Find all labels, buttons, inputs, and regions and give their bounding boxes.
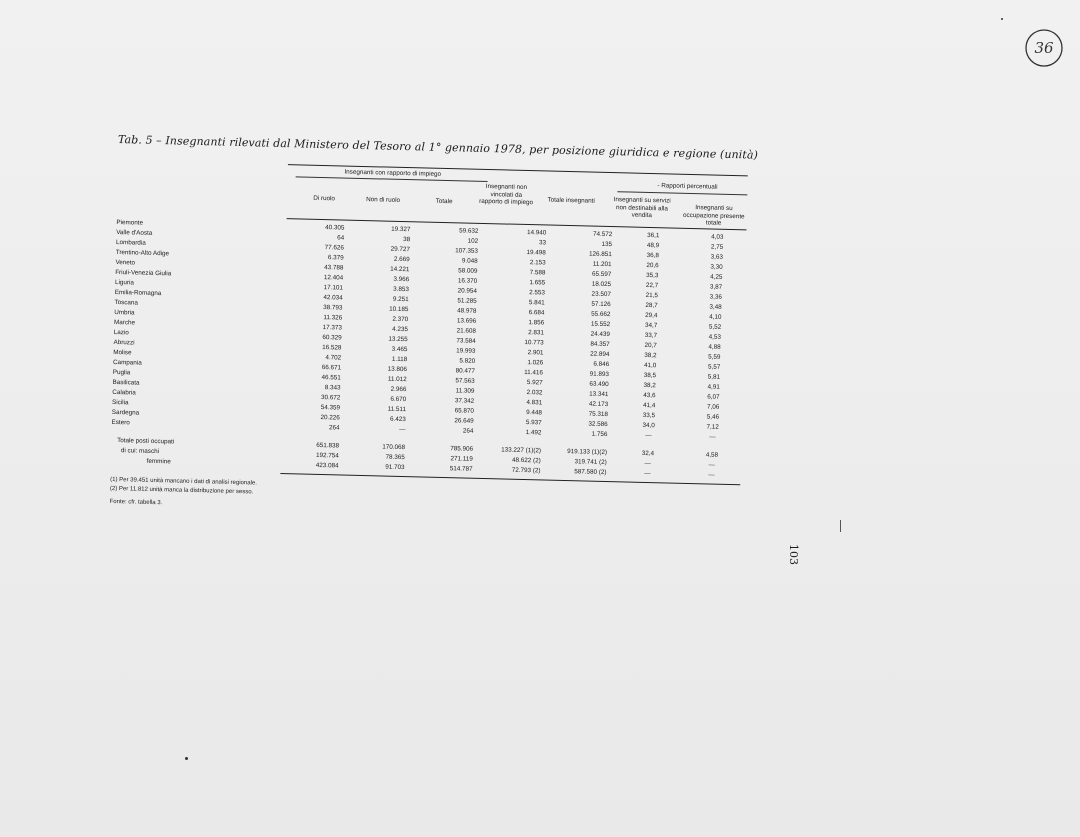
cell-totale-insegnanti: 18.025 [591, 280, 612, 289]
note-1: (1) Per 39.451 unità mancano i dati di analisi regionale. [110, 476, 257, 487]
cell-non-di-ruolo: 3.966 [393, 275, 410, 284]
row-label: femmine [146, 458, 171, 466]
group-label-impiego: Insegnanti con rapporto di impiego [344, 168, 442, 178]
statistical-table [110, 160, 748, 522]
cell-non-vincolati: 48.622 (2) [511, 456, 541, 465]
cell-di-ruolo: 423.084 [315, 462, 339, 470]
cell-servizi: 29,4 [645, 312, 658, 320]
row-label: Liguria [114, 279, 134, 287]
cell-servizi: 21,5 [645, 292, 659, 300]
cell-non-di-ruolo: — [399, 426, 406, 434]
cell-servizi: 38,2 [644, 352, 657, 360]
row-label: Marche [113, 319, 136, 327]
cell-totale-insegnanti: 74.572 [592, 230, 613, 239]
cell-totale: 11.309 [455, 387, 475, 395]
row-label: Lombardia [115, 239, 146, 247]
cell-totale: 9.048 [461, 257, 478, 266]
cell-non-vincolati: 5.937 [525, 419, 542, 427]
cell-di-ruolo: 651.838 [316, 442, 340, 450]
cell-non-di-ruolo: 13.806 [387, 365, 408, 374]
cell-totale: 37.342 [454, 397, 475, 405]
cell-di-ruolo: 264 [328, 424, 340, 432]
speck [185, 757, 188, 760]
cell-totale-insegnanti: 319.741 (2) [574, 458, 607, 467]
cell-totale: 73.584 [456, 337, 476, 346]
cell-non-di-ruolo: 13.255 [388, 335, 408, 344]
row-label: Trentino-Alto Adige [115, 249, 170, 258]
cell-occupazione: 3,30 [710, 263, 723, 272]
cell-totale: 58.009 [458, 267, 478, 276]
cell-di-ruolo: 4.702 [325, 354, 342, 362]
cell-non-vincolati: 72.793 (2) [511, 466, 541, 475]
cell-totale-insegnanti: 63.490 [589, 380, 609, 389]
cell-non-di-ruolo: 2.370 [392, 315, 409, 324]
cell-totale-insegnanti: 1.756 [591, 430, 608, 439]
cell-di-ruolo: 11.326 [323, 314, 343, 322]
cell-totale-insegnanti: 23.507 [591, 290, 611, 299]
corner-mark-text: 36 [1034, 39, 1054, 57]
cell-servizi: 38,5 [643, 372, 657, 380]
cell-totale-insegnanti: 919.133 (1)(2) [567, 448, 608, 457]
cell-occupazione: 3,87 [709, 283, 723, 292]
cell-non-di-ruolo: 3.465 [391, 345, 408, 354]
cell-servizi: 20,6 [646, 262, 659, 270]
cell-totale-insegnanti: 6.846 [593, 360, 610, 369]
handwritten-page-mark [1022, 26, 1066, 70]
cell-totale: 57.563 [455, 377, 475, 385]
cell-non-di-ruolo: 11.511 [387, 405, 407, 414]
group-label-rapporti: - Rapporti percentuali [657, 182, 718, 191]
cell-occupazione: 5,81 [707, 373, 721, 381]
cell-non-vincolati: 5.927 [526, 379, 543, 387]
cell-servizi: 33,7 [644, 332, 658, 340]
col-header-totale-insegnanti: Totale insegnanti [547, 196, 595, 205]
cell-totale: 514.787 [449, 465, 473, 473]
cell-non-vincolati: 11.416 [524, 369, 544, 377]
cell-di-ruolo: 42.034 [323, 294, 343, 302]
row-label: Friuli-Venezia Giulia [115, 269, 172, 278]
cell-non-di-ruolo: 38 [403, 236, 411, 244]
row-label: Valle d'Aosta [116, 229, 153, 238]
cell-totale: 102 [467, 237, 479, 246]
cell-non-vincolati: 2.153 [529, 259, 546, 267]
cell-servizi: 20,7 [644, 342, 657, 350]
speck [1001, 18, 1003, 20]
cell-non-di-ruolo: 6.423 [389, 415, 406, 424]
cell-occupazione: — [708, 461, 715, 469]
row-label: Molise [113, 349, 132, 357]
cell-totale: 16.370 [457, 277, 478, 286]
cell-totale-insegnanti: 84.357 [590, 340, 610, 349]
cell-totale-insegnanti: 587.580 (2) [574, 468, 607, 477]
cell-servizi: 22,7 [645, 282, 659, 290]
cell-non-vincolati: 33 [538, 239, 547, 247]
cell-di-ruolo: 12.404 [323, 274, 344, 282]
row-label: Toscana [114, 299, 139, 307]
cell-occupazione: 4,03 [711, 233, 724, 242]
cell-non-vincolati: 2.901 [527, 349, 544, 357]
cell-di-ruolo: 77.626 [324, 244, 344, 252]
cell-servizi: 38,2 [643, 382, 656, 390]
cell-non-di-ruolo: 91.703 [385, 463, 405, 472]
cell-non-vincolati: 7.588 [529, 269, 546, 277]
cell-totale-insegnanti: 22.894 [590, 350, 610, 359]
cell-totale: 80.477 [455, 367, 476, 376]
note-source: Fonte: cfr. tabella 3. [109, 498, 163, 506]
cell-totale: 264 [462, 427, 474, 435]
cell-totale: 13.696 [456, 317, 477, 326]
cell-di-ruolo: 43.788 [324, 264, 344, 272]
cell-totale: 20.954 [457, 287, 477, 296]
data-table [111, 218, 747, 481]
cell-occupazione: 7,12 [706, 423, 719, 431]
row-label: di cui: maschi [120, 447, 160, 456]
cell-occupazione: 3,48 [709, 303, 722, 312]
row-label: Umbria [114, 309, 135, 317]
cell-totale-insegnanti: 13.341 [589, 390, 609, 399]
cell-non-di-ruolo: 2.669 [393, 255, 410, 264]
cell-totale: 51.285 [457, 297, 477, 306]
cell-servizi: 48,9 [646, 242, 660, 250]
cell-occupazione: 4,58 [705, 451, 719, 459]
cell-occupazione: 4,53 [708, 333, 722, 342]
cell-non-vincolati: 14.940 [526, 229, 547, 237]
cell-totale: 48.978 [457, 307, 477, 316]
cell-di-ruolo: 66.671 [321, 364, 342, 372]
page-number: 103 [787, 544, 800, 565]
cell-non-vincolati: 1.856 [528, 319, 545, 327]
col-header-occupazione: Insegnanti su occupazione presente totale [682, 204, 745, 227]
cell-non-di-ruolo: 19.327 [391, 225, 411, 234]
cell-non-di-ruolo: 170.068 [382, 443, 406, 452]
table-title: Tab. 5 – Insegnanti rilevati dal Ministero del Tesoro al 1° gennaio 1978, per posizione giuridica e regione (unità) [117, 133, 759, 162]
cell-totale-insegnanti: 24.439 [590, 330, 610, 339]
cell-totale: 26.649 [454, 417, 474, 425]
cell-servizi: 33,5 [642, 412, 656, 420]
cell-non-di-ruolo: 11.012 [387, 375, 407, 384]
cell-totale: 271.119 [450, 455, 473, 463]
cell-di-ruolo: 20.226 [320, 414, 340, 422]
cell-non-di-ruolo: 9.251 [392, 295, 409, 304]
cell-totale: 19.993 [456, 347, 476, 356]
cell-totale-insegnanti: 55.662 [591, 310, 611, 319]
cell-servizi: 35,3 [646, 272, 659, 280]
cell-totale-insegnanti: 65.597 [591, 270, 612, 279]
cell-totale-insegnanti: 15.552 [590, 320, 611, 329]
margin-tick [840, 520, 841, 532]
cell-occupazione: 4,25 [710, 273, 723, 282]
row-label: Campania [112, 359, 142, 367]
cell-non-vincolati: 6.684 [528, 309, 545, 317]
cell-totale: 21.608 [456, 327, 477, 336]
cell-non-di-ruolo: 6.670 [390, 395, 407, 404]
cell-occupazione: 5,52 [708, 323, 722, 332]
cell-totale: 785.906 [450, 445, 474, 453]
cell-non-vincolati: 1.655 [529, 279, 546, 287]
cell-occupazione: 7,06 [706, 403, 720, 411]
col-header-di-ruolo: Di ruolo [313, 194, 336, 203]
row-label: Emilia-Romagna [114, 289, 162, 298]
cell-occupazione: 3,63 [710, 253, 724, 262]
cell-non-di-ruolo: 4.235 [392, 325, 409, 334]
cell-totale-insegnanti: 57.126 [591, 300, 611, 309]
row-label: Puglia [112, 369, 131, 377]
cell-di-ruolo: 16.528 [322, 344, 342, 352]
cell-servizi: 43,6 [643, 392, 656, 400]
cell-non-di-ruolo: 1.118 [391, 355, 408, 364]
cell-servizi: 28,7 [645, 302, 658, 310]
cell-di-ruolo: 192.754 [315, 452, 339, 460]
row-label: Calabria [112, 389, 136, 397]
cell-servizi: 41,4 [642, 402, 656, 410]
cell-occupazione: 3,36 [709, 293, 723, 302]
cell-totale-insegnanti: 126.851 [588, 250, 612, 259]
cell-di-ruolo: 17.373 [322, 324, 343, 332]
cell-occupazione: 5,59 [708, 353, 721, 361]
cell-non-vincolati: 10.773 [524, 339, 544, 347]
cell-occupazione: 4,88 [708, 343, 721, 351]
cell-non-vincolati: 5.841 [528, 299, 545, 307]
col-header-servizi: Insegnanti su servizi non destinabili alla vendita [613, 196, 671, 220]
cell-servizi: 32,4 [641, 450, 655, 458]
cell-di-ruolo: 64 [337, 234, 345, 242]
cell-di-ruolo: 46.551 [321, 374, 341, 382]
row-label: Piemonte [116, 219, 144, 227]
cell-non-di-ruolo: 78.365 [385, 453, 405, 462]
cell-non-di-ruolo: 14.221 [390, 265, 410, 274]
cell-non-vincolati: 1.492 [525, 429, 542, 437]
cell-non-vincolati: 133.227 (1)(2) [501, 446, 542, 455]
col-header-non-vincolati: Insegnanti non vincolati da rapporto di impiego [479, 182, 534, 207]
cell-non-di-ruolo: 3.853 [393, 285, 409, 294]
row-label: Basilicata [112, 379, 140, 387]
cell-totale-insegnanti: 135 [601, 241, 613, 249]
col-header-totale: Totale [435, 197, 453, 206]
cell-servizi: 34,7 [644, 322, 658, 330]
cell-occupazione: 4,91 [707, 383, 720, 391]
note-2: (2) Per 11.812 unità manca la distribuzione per sesso. [109, 486, 254, 496]
cell-servizi: 36,8 [646, 252, 660, 260]
cell-occupazione: 6,07 [707, 393, 720, 401]
cell-servizi: — [644, 460, 651, 468]
cell-non-di-ruolo: 2.966 [390, 385, 407, 394]
cell-totale: 59.632 [459, 227, 479, 236]
cell-totale: 5.820 [459, 357, 476, 366]
group-rule-rapporti [617, 191, 747, 195]
cell-totale-insegnanti: 32.586 [588, 420, 608, 429]
row-label: Totale posti occupati [117, 437, 175, 446]
cell-servizi: 36,1 [647, 232, 660, 240]
row-label: Estero [111, 419, 130, 427]
cell-occupazione: — [709, 433, 716, 441]
cell-di-ruolo: 6.379 [327, 254, 344, 262]
cell-occupazione: 5,57 [707, 363, 721, 371]
cell-non-vincolati: 2.032 [526, 389, 543, 397]
cell-occupazione: 2,75 [710, 243, 724, 252]
col-header-non-di-ruolo: Non di ruolo [366, 196, 401, 204]
cell-non-vincolati: 2.553 [529, 289, 545, 297]
cell-servizi: 41,0 [643, 362, 657, 370]
cell-totale-insegnanti: 75.318 [588, 410, 609, 419]
row-label: Abruzzi [113, 339, 135, 347]
cell-non-vincolati: 4.831 [526, 399, 543, 407]
cell-di-ruolo: 38.793 [323, 304, 343, 312]
row-label: Lazio [113, 329, 129, 337]
cell-di-ruolo: 8.343 [324, 384, 341, 392]
cell-servizi: — [645, 432, 652, 440]
row-label: Sardegna [111, 409, 140, 417]
cell-di-ruolo: 30.672 [320, 394, 341, 402]
cell-di-ruolo: 54.359 [320, 404, 341, 412]
cell-di-ruolo: 17.101 [323, 284, 344, 292]
cell-non-di-ruolo: 29.727 [390, 245, 410, 254]
cell-non-di-ruolo: 10.185 [389, 305, 409, 314]
cell-di-ruolo: 40.305 [325, 224, 345, 232]
cell-occupazione: — [708, 471, 715, 479]
cell-servizi: — [644, 470, 651, 478]
cell-totale-insegnanti: 91.893 [589, 370, 609, 379]
cell-di-ruolo: 60.329 [322, 334, 342, 342]
cell-totale-insegnanti: 11.201 [592, 260, 612, 269]
cell-non-vincolati: 1.026 [527, 359, 544, 367]
cell-occupazione: 5,46 [706, 413, 720, 421]
cell-non-vincolati: 19.498 [526, 249, 546, 257]
cell-totale: 107.353 [455, 247, 478, 256]
cell-non-vincolati: 2.831 [528, 329, 544, 337]
cell-servizi: 34,0 [642, 422, 655, 430]
cell-totale-insegnanti: 42.173 [588, 400, 609, 409]
cell-occupazione: 4,10 [709, 313, 722, 322]
row-label: Sicilia [111, 399, 129, 407]
cell-totale: 65.870 [454, 407, 475, 415]
row-label: Veneto [115, 259, 136, 267]
cell-non-vincolati: 9.448 [526, 409, 543, 417]
